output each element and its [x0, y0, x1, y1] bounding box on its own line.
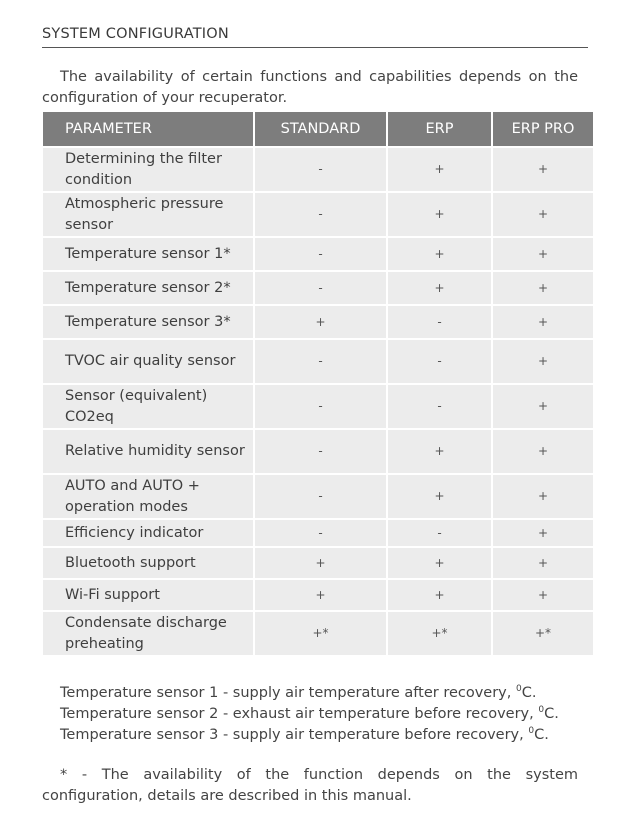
erp-pro-cell: + — [493, 148, 593, 191]
erp-pro-cell: + — [493, 306, 593, 338]
note-sensor-2 — [60, 704, 590, 725]
header-erp: ERP — [388, 112, 491, 146]
header-parameter: PARAMETER — [43, 112, 253, 146]
erp-cell: + — [388, 475, 491, 518]
table-row — [43, 580, 593, 610]
parameter-cell: Bluetooth support — [43, 548, 253, 578]
erp-cell: + — [388, 148, 491, 191]
table-row — [43, 548, 593, 578]
parameter-cell: AUTO and AUTO + operation modes — [43, 475, 253, 518]
parameter-cell: Determining the filter condition — [43, 148, 253, 191]
parameter-cell: Wi-Fi support — [43, 580, 253, 610]
note-sensor-2-text: Temperature sensor 2 - exhaust air temperature before recovery, — [60, 706, 534, 722]
standard-cell: - — [255, 475, 386, 518]
header-erp-pro: ERP PRO — [493, 112, 593, 146]
table-row — [43, 520, 593, 546]
table-row — [43, 475, 593, 518]
note-sensor-3 — [60, 725, 590, 746]
erp-cell: + — [388, 548, 491, 578]
standard-cell: + — [255, 548, 386, 578]
table-row — [43, 193, 593, 236]
table-header-row — [43, 112, 593, 146]
erp-pro-cell: + — [493, 238, 593, 270]
table-row — [43, 340, 593, 383]
standard-cell: - — [255, 193, 386, 236]
erp-pro-cell: + — [493, 475, 593, 518]
footnote: * - The availability of the function depends on the system configuration, details are described in this manual. — [42, 767, 578, 804]
erp-cell: + — [388, 193, 491, 236]
table-row — [43, 306, 593, 338]
standard-cell: - — [255, 272, 386, 304]
standard-cell: + — [255, 306, 386, 338]
standard-cell: - — [255, 340, 386, 383]
note-sensor-1 — [60, 683, 590, 704]
degree-sup: 0 — [538, 705, 545, 716]
degree-sup: 0 — [528, 726, 535, 737]
standard-cell: - — [255, 238, 386, 270]
intro-paragraph: The availability of certain functions and capabilities depends on the configuration of your recuperator. — [42, 69, 578, 106]
erp-pro-cell: + — [493, 193, 593, 236]
erp-pro-cell: + — [493, 385, 593, 428]
table-row — [43, 148, 593, 191]
note-sensor-1-text: Temperature sensor 1 - supply air temperature after recovery, — [60, 685, 512, 701]
erp-pro-cell: + — [493, 580, 593, 610]
erp-pro-cell: + — [493, 430, 593, 473]
parameter-cell: Temperature sensor 2* — [43, 272, 253, 304]
erp-pro-cell: + — [493, 548, 593, 578]
table-row — [43, 612, 593, 655]
erp-cell: + — [388, 238, 491, 270]
standard-cell: + — [255, 580, 386, 610]
unit-text: C. — [534, 727, 549, 743]
table-row — [43, 430, 593, 473]
erp-cell: - — [388, 306, 491, 338]
unit-text: C. — [521, 685, 537, 701]
parameter-cell: Efficiency indicator — [43, 520, 253, 546]
parameter-cell: Temperature sensor 1* — [43, 238, 253, 270]
erp-cell: + — [388, 580, 491, 610]
erp-pro-cell: + — [493, 520, 593, 546]
table-row — [43, 238, 593, 270]
degree-sup: 0 — [516, 684, 522, 695]
standard-cell: - — [255, 520, 386, 546]
erp-cell: - — [388, 520, 491, 546]
sensor-notes — [60, 683, 590, 746]
standard-cell: - — [255, 148, 386, 191]
unit-text: C. — [544, 706, 559, 722]
section-title: SYSTEM CONFIGURATION — [42, 25, 588, 48]
table-row — [43, 385, 593, 428]
erp-pro-cell: + — [493, 272, 593, 304]
configuration-table — [41, 110, 595, 657]
table-row — [43, 272, 593, 304]
erp-cell: - — [388, 340, 491, 383]
parameter-cell: Relative humidity sensor — [43, 430, 253, 473]
standard-cell: +* — [255, 612, 386, 655]
erp-pro-cell: + — [493, 340, 593, 383]
erp-cell: + — [388, 272, 491, 304]
parameter-cell: Sensor (equivalent) CO2eq — [43, 385, 253, 428]
parameter-cell: Temperature sensor 3* — [43, 306, 253, 338]
note-sensor-3-text: Temperature sensor 3 - supply air temperature before recovery, — [60, 727, 524, 743]
standard-cell: - — [255, 430, 386, 473]
parameter-cell: Atmospheric pressure sensor — [43, 193, 253, 236]
erp-cell: - — [388, 385, 491, 428]
erp-cell: +* — [388, 612, 491, 655]
header-standard: STANDARD — [255, 112, 386, 146]
erp-cell: + — [388, 430, 491, 473]
parameter-cell: Condensate discharge preheating — [43, 612, 253, 655]
parameter-cell: TVOC air quality sensor — [43, 340, 253, 383]
standard-cell: - — [255, 385, 386, 428]
erp-pro-cell: +* — [493, 612, 593, 655]
